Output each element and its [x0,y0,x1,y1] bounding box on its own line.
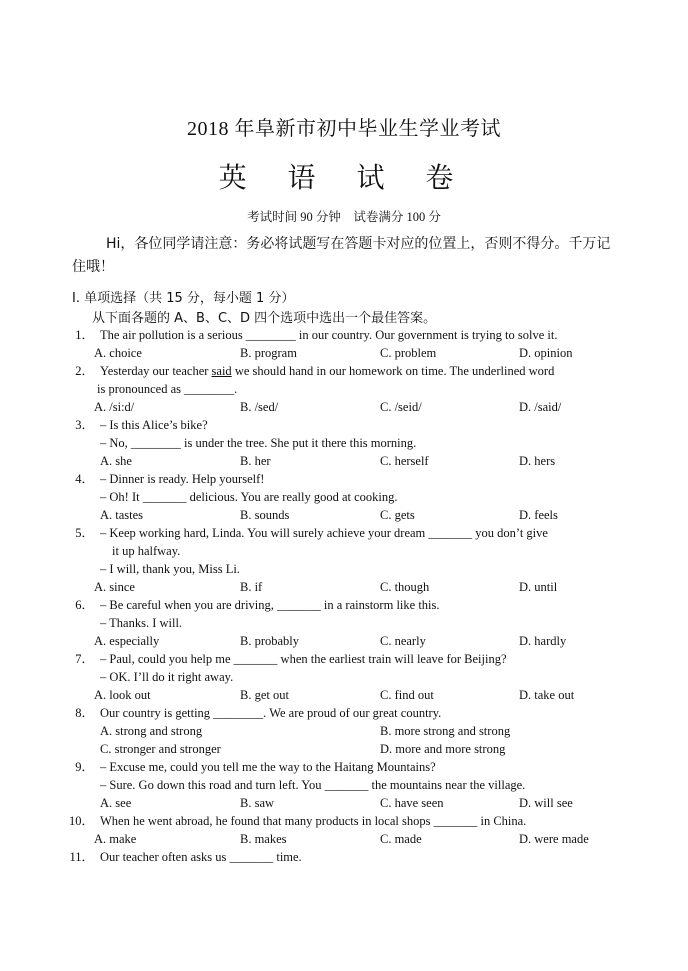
page-title: 2018 年阜新市初中毕业生学业考试 [187,118,501,140]
question-number: 8． [75,706,94,720]
question-number: 9． [75,760,94,774]
option-d: D. take out [519,688,575,702]
option-d: D. feels [519,508,558,522]
option-b: B. saw [240,796,275,810]
option-b: B. /sed/ [240,400,279,414]
option-d: D. /said/ [519,400,562,414]
question-text: – Excuse me, could you tell me the way to the Haitang Mountains? [100,760,436,774]
option-b: B. get out [240,688,289,702]
option-c: C. problem [380,346,437,360]
option-b: B. program [240,346,297,360]
question-6 [72,596,440,614]
question-number: 7． [75,652,94,666]
option-b: B. her [240,454,271,468]
subject-title: 英 语 试 卷 [218,161,470,194]
option-a: A. especially [94,634,160,648]
option-a: A. make [94,832,137,846]
question-text: – Dinner is ready. Help yourself! [100,472,265,486]
question-number: 11． [69,850,94,864]
question-number: 3． [75,418,94,432]
option-b: B. probably [240,634,300,648]
option-c: C. find out [380,688,434,702]
option-a: A. see [100,796,132,810]
option-c: C. gets [380,508,415,522]
question-3 [72,416,208,434]
question-text-line2: it up halfway. [112,544,181,558]
option-c: C. have seen [380,796,444,810]
question-text: – Paul, could you help me _______ when the earliest train will leave for Beijing? [100,652,507,666]
question-number: 2． [75,364,94,378]
question-text: When he went abroad, he found that many products in local shops _______ in China. [100,814,527,828]
option-a: A. since [94,580,135,594]
question-4 [72,470,264,488]
option-a: A. look out [94,688,151,702]
option-c: C. nearly [380,634,426,648]
question-number: 5． [75,526,94,540]
option-a: A. /si:d/ [94,400,135,414]
question-text: Our country is getting ________. We are proud of our great country. [100,706,442,720]
option-a: A. choice [94,346,142,360]
option-b: B. if [240,580,263,594]
question-text-pre: Yesterday our teacher [100,364,212,378]
option-d: D. hardly [519,634,567,648]
option-d: D. hers [519,454,556,468]
option-a: A. strong and strong [100,724,203,738]
question-5 [72,524,548,542]
question-2 [72,362,554,380]
option-b: B. sounds [240,508,290,522]
question-8 [72,704,441,722]
question-text-line2: is pronounced as ________. [97,382,238,396]
question-text-post: we should hand in our homework on time. The underlined word [231,364,555,378]
option-c: C. though [380,580,430,594]
question-10 [66,812,526,830]
question-text: The air pollution is a serious ________ in our country. Our government is trying to solve it. [100,328,558,342]
option-b: B. makes [240,832,287,846]
option-c: C. /seid/ [380,400,422,414]
dialogue-line: – I will, thank you, Miss Li. [100,562,240,576]
notice-text: Hi，各位同学请注意：务必将试题写在答题卡对应的位置上，否则不得分。千万记住哦！ [72,236,611,275]
dialogue-line: – OK. I’ll do it right away. [100,670,234,684]
question-number: 6． [75,598,94,612]
section-heading: Ⅰ. 单项选择（共 15 分，每小题 1 分） [72,291,295,306]
option-c: C. stronger and stronger [100,742,221,756]
underlined-word: said [211,364,232,378]
option-b: B. more strong and strong [380,724,511,738]
option-d: D. more and more strong [380,742,506,756]
question-1 [72,326,557,344]
dialogue-line: – No, ________ is under the tree. She put it there this morning. [100,436,417,450]
question-number: 10． [68,814,94,828]
option-d: D. will see [519,796,573,810]
dialogue-line: – Oh! It _______ delicious. You are really good at cooking. [100,490,398,504]
question-11 [66,848,302,866]
option-d: D. until [519,580,558,594]
option-a: A. tastes [100,508,144,522]
option-c: C. made [380,832,422,846]
option-a: A. she [100,454,132,468]
question-text: – Is this Alice’s bike? [100,418,208,432]
question-number: 1． [75,328,94,342]
option-d: D. opinion [519,346,573,360]
question-7 [72,650,507,668]
exam-info: 考试时间 90 分钟 试卷满分 100 分 [247,210,441,224]
section-instruction: 从下面各题的 A、B、C、D 四个选项中选出一个最佳答案。 [92,311,437,326]
question-text: – Keep working hard, Linda. You will surely achieve your dream _______ you don’t give [100,526,548,540]
option-c: C. herself [380,454,429,468]
dialogue-line: – Thanks. I will. [100,616,183,630]
option-d: D. were made [519,832,589,846]
question-number: 4． [75,472,94,486]
question-text: Our teacher often asks us _______ time. [100,850,302,864]
question-9 [72,758,436,776]
question-text: – Be careful when you are driving, _______ in a rainstorm like this. [100,598,440,612]
dialogue-line: – Sure. Go down this road and turn left. You _______ the mountains near the village. [100,778,526,792]
